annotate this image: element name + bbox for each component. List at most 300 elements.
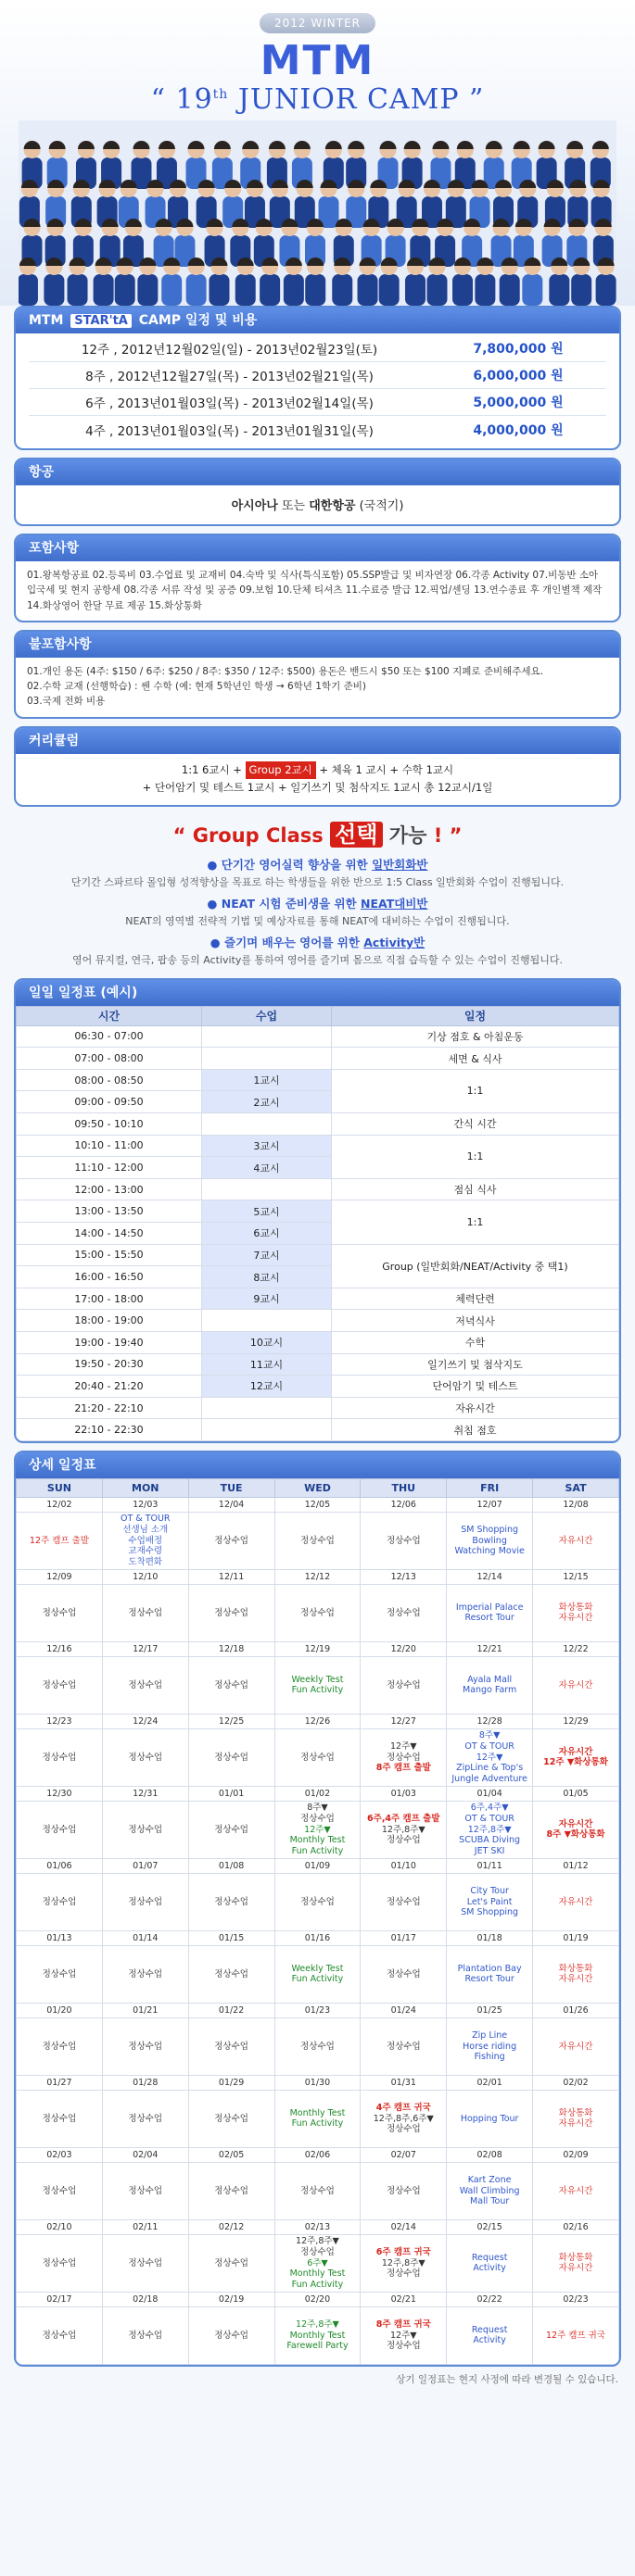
event-cell	[17, 1656, 103, 1714]
event-cell	[361, 1945, 447, 2003]
date-cell: 02/10	[17, 2219, 103, 2234]
class-cell: 5교시	[202, 1200, 332, 1223]
event-line: Mall Tour	[470, 2196, 510, 2207]
date-cell: 02/05	[188, 2147, 274, 2162]
event-line: 8주 캠프 귀국	[375, 2318, 431, 2330]
weekday-header: WED	[274, 1478, 361, 1497]
event-line: City Tour	[470, 1885, 509, 1896]
event-cell	[533, 1584, 619, 1641]
date-cell: 01/16	[274, 1930, 361, 1945]
person-body	[137, 274, 158, 306]
class-cell	[202, 1048, 332, 1070]
event-cell	[274, 1801, 361, 1858]
event-line: Zip Line	[472, 2029, 508, 2041]
event-line: Ayala Mall	[467, 1674, 513, 1685]
event-line: Horse riding	[463, 2041, 517, 2052]
date-row	[17, 2219, 619, 2234]
airline-note: (국적기)	[355, 499, 404, 513]
event-line: 정상수업	[128, 2257, 163, 2268]
footnote: 상기 일정표는 현지 사정에 따라 변경될 수 있습니다.	[396, 2373, 618, 2385]
group-class-heading	[0, 856, 635, 873]
event-cell	[533, 1512, 619, 1569]
event-line: Let's Paint	[466, 1896, 513, 1907]
time-cell: 17:00 - 18:00	[17, 1288, 202, 1310]
camp-fee: 6,000,000 원	[473, 369, 564, 383]
person-body	[305, 274, 325, 306]
airline-box	[14, 458, 621, 526]
price-row	[29, 416, 606, 443]
event-line: 정상수업	[214, 2113, 248, 2124]
event-cell	[102, 1873, 188, 1930]
event-line: 정상수업	[214, 1968, 248, 1979]
event-cell	[447, 1801, 533, 1858]
event-line: SM Shopping	[461, 1907, 519, 1918]
person-body	[549, 274, 569, 306]
event-line: 정상수업	[128, 1824, 163, 1835]
person-body	[260, 274, 280, 306]
time-cell: 20:40 - 21:20	[17, 1376, 202, 1398]
daily-row	[17, 1178, 619, 1200]
event-line: Bowling	[472, 1535, 507, 1546]
activity-cell: 점심 식사	[332, 1178, 619, 1200]
date-cell: 02/06	[274, 2147, 361, 2162]
event-cell	[274, 2234, 361, 2292]
calendar-title: 상세 일정표	[16, 1452, 619, 1478]
time-cell: 09:50 - 10:10	[17, 1113, 202, 1136]
season-badge: 2012 WINTER	[260, 13, 375, 33]
event-line: 정상수업	[42, 1968, 77, 1979]
daily-schedule-title: 일일 일정표 (예시)	[16, 980, 619, 1006]
camp-title	[0, 83, 635, 116]
camp-fee: 7,800,000 원	[473, 342, 564, 357]
activity-cell: 체력단련	[332, 1288, 619, 1310]
date-cell: 01/11	[447, 1858, 533, 1873]
date-row	[17, 1641, 619, 1656]
event-line: 6주,4주 캠프 출발	[367, 1813, 440, 1824]
event-line: 정상수업	[214, 1535, 248, 1546]
event-line: 정상수업	[128, 2041, 163, 2052]
event-line: 정상수업	[214, 1679, 248, 1690]
event-line: 정상수업	[214, 1824, 248, 1835]
daily-schedule-box	[14, 978, 621, 1443]
date-cell: 12/28	[447, 1714, 533, 1728]
activity-cell: 자유시간	[332, 1397, 619, 1419]
event-line: 정상수업	[386, 2185, 421, 2196]
event-line: 자유시간	[558, 1679, 593, 1690]
event-line: Jungle Adventure	[451, 1774, 527, 1785]
starta-badge: STAR'tA	[70, 314, 132, 328]
date-cell: 02/20	[274, 2292, 361, 2306]
date-cell: 02/13	[274, 2219, 361, 2234]
event-cell	[188, 1512, 274, 1569]
excluded-text	[16, 658, 619, 717]
group-class-title	[0, 816, 635, 848]
event-line: 화상통화	[558, 1963, 593, 1974]
person-body	[161, 274, 182, 306]
event-cell	[447, 2162, 533, 2219]
date-cell: 12/06	[361, 1497, 447, 1512]
event-line: 정상수업	[386, 1968, 421, 1979]
date-cell: 02/01	[447, 2075, 533, 2090]
date-row	[17, 2075, 619, 2090]
date-cell: 01/26	[533, 2003, 619, 2017]
daily-header: 일정	[332, 1006, 619, 1025]
date-cell: 01/09	[274, 1858, 361, 1873]
event-row	[17, 2162, 619, 2219]
date-cell: 12/05	[274, 1497, 361, 1512]
event-cell	[274, 1873, 361, 1930]
date-cell: 12/31	[102, 1786, 188, 1801]
group-class-heading	[0, 895, 635, 911]
event-line: 12주,8주▼	[381, 1824, 425, 1835]
event-row	[17, 2090, 619, 2147]
daily-row	[17, 1310, 619, 1332]
class-cell	[202, 1397, 332, 1419]
date-cell: 02/11	[102, 2219, 188, 2234]
camp-term: 8주 , 2012년12월27일(목) - 2013년02월21일(목)	[85, 370, 374, 384]
event-cell	[533, 2017, 619, 2075]
date-cell: 12/24	[102, 1714, 188, 1728]
excluded-line-1: 01.개인 용돈 (4주: $150 / 6주: $250 / 8주: $350 / 12주: $500) 용돈은 밴드시 $50 또는 $100 지폐로 준비해주세요.	[27, 665, 544, 677]
event-line: Monthly Test	[289, 2330, 346, 2341]
event-cell	[447, 1728, 533, 1786]
event-line: 12주,8주▼	[381, 2257, 425, 2268]
date-cell: 02/19	[188, 2292, 274, 2306]
event-line: 정상수업	[128, 2185, 163, 2196]
person-body	[284, 274, 304, 306]
event-cell	[188, 1945, 274, 2003]
time-cell: 22:10 - 22:30	[17, 1419, 202, 1441]
date-cell: 02/08	[447, 2147, 533, 2162]
group-class-heading-text: ● 즐기며 배우는 영어를 위한	[210, 935, 364, 949]
included-title: 포함사항	[16, 535, 619, 561]
event-cell	[17, 1873, 103, 1930]
daily-header: 시간	[17, 1006, 202, 1025]
airline-2: 대한항공	[309, 499, 356, 513]
date-cell: 02/18	[102, 2292, 188, 2306]
date-row	[17, 1786, 619, 1801]
event-line: 12주▼	[476, 1752, 503, 1763]
date-cell: 01/17	[361, 1930, 447, 1945]
camp-term: 4주 , 2013년01월03일(목) - 2013년01월31일(목)	[85, 423, 374, 439]
event-line: 선생님 소개	[122, 1524, 169, 1535]
event-line: 정상수업	[128, 1968, 163, 1979]
event-line: 화상통화	[558, 2252, 593, 2263]
person-body	[596, 274, 616, 306]
time-cell: 13:00 - 13:50	[17, 1200, 202, 1223]
schedule-fees-box	[14, 306, 621, 450]
event-cell	[17, 2306, 103, 2364]
event-cell	[361, 1801, 447, 1858]
date-cell: 02/16	[533, 2219, 619, 2234]
date-cell: 12/10	[102, 1569, 188, 1584]
activity-cell: 간식 시간	[332, 1113, 619, 1136]
event-line: 정상수업	[386, 1896, 421, 1907]
date-cell: 02/03	[17, 2147, 103, 2162]
event-line: 정상수업	[386, 1535, 421, 1546]
excluded-box	[14, 630, 621, 719]
event-line: 12주▼	[304, 1824, 331, 1835]
event-line: 6주,4주▼	[470, 1802, 509, 1813]
curriculum-part-a: 1:1 6교시 +	[181, 762, 246, 776]
daily-row	[17, 1244, 619, 1266]
event-cell	[17, 1728, 103, 1786]
date-cell: 01/28	[102, 2075, 188, 2090]
event-cell	[17, 1801, 103, 1858]
date-cell: 02/22	[447, 2292, 533, 2306]
event-cell	[102, 1656, 188, 1714]
event-row	[17, 1801, 619, 1858]
group-class-badge: Group 2교시	[246, 761, 316, 780]
event-cell	[533, 2234, 619, 2292]
date-cell: 01/23	[274, 2003, 361, 2017]
person-body	[426, 274, 447, 306]
event-cell	[361, 2234, 447, 2292]
event-line: 12주▼	[390, 2330, 417, 2341]
date-cell: 01/15	[188, 1930, 274, 1945]
event-line: OT & TOUR	[120, 1513, 171, 1524]
event-line: 수업배정	[128, 1535, 163, 1546]
event-cell	[533, 1728, 619, 1786]
event-cell	[188, 1728, 274, 1786]
class-cell: 2교시	[202, 1091, 332, 1113]
event-cell	[17, 2162, 103, 2219]
daily-row	[17, 1069, 619, 1091]
date-cell: 02/14	[361, 2219, 447, 2234]
curriculum-part-b: + 체육 1 교시 + 수학 1교시	[315, 762, 454, 776]
date-row	[17, 2147, 619, 2162]
time-cell: 19:00 - 19:40	[17, 1332, 202, 1354]
daily-schedule-table	[16, 1006, 619, 1441]
excluded-title: 불포함사항	[16, 632, 619, 658]
event-cell	[274, 2162, 361, 2219]
daily-row	[17, 1113, 619, 1136]
person-body	[405, 274, 425, 306]
event-cell	[102, 2306, 188, 2364]
calendar-box	[14, 1451, 621, 2367]
header	[0, 0, 635, 306]
activity-cell: 세면 & 식사	[332, 1048, 619, 1070]
date-cell: 12/25	[188, 1714, 274, 1728]
event-line: 12주 캠프 출발	[29, 1535, 89, 1546]
event-line: 화상통화	[558, 2107, 593, 2118]
weekday-header: THU	[361, 1478, 447, 1497]
daily-row	[17, 1397, 619, 1419]
event-line: 정상수업	[214, 1752, 248, 1763]
group-class-name: Activity반	[363, 935, 425, 949]
event-line: Fun Activity	[291, 2118, 344, 2130]
event-line: 정상수업	[300, 1607, 335, 1618]
event-row	[17, 1656, 619, 1714]
event-line: Resort Tour	[464, 1613, 514, 1624]
event-line: 정상수업	[214, 1607, 248, 1618]
event-line: 자유시간	[558, 2185, 593, 2196]
event-cell	[274, 1728, 361, 1786]
event-cell	[102, 1728, 188, 1786]
group-class-item	[0, 856, 635, 889]
event-cell	[533, 1656, 619, 1714]
included-box	[14, 534, 621, 622]
event-line: 자유시간	[558, 1535, 593, 1546]
class-cell: 1교시	[202, 1069, 332, 1091]
price-list	[16, 333, 619, 448]
event-cell	[102, 1801, 188, 1858]
event-line: 12주▼	[390, 1740, 417, 1752]
event-cell	[447, 1656, 533, 1714]
date-cell: 12/23	[17, 1714, 103, 1728]
daily-row	[17, 1288, 619, 1310]
event-line: Mango Farm	[462, 1685, 517, 1696]
date-cell: 01/14	[102, 1930, 188, 1945]
event-cell	[533, 1801, 619, 1858]
event-line: 정상수업	[42, 1752, 77, 1763]
event-line: 정상수업	[386, 2041, 421, 2052]
event-line: 정상수업	[128, 1896, 163, 1907]
group-class-heading-text: ● 단기간 영어실력 향상을 위한	[207, 857, 373, 872]
weekday-header: TUE	[188, 1478, 274, 1497]
event-line: 정상수업	[128, 1679, 163, 1690]
airline-or: 또는	[277, 499, 310, 513]
date-cell: 12/20	[361, 1641, 447, 1656]
event-line: 자유시간	[558, 2118, 593, 2130]
date-cell: 02/02	[533, 2075, 619, 2090]
daily-row	[17, 1332, 619, 1354]
time-cell: 18:00 - 19:00	[17, 1310, 202, 1332]
event-line: 자유시간	[558, 1818, 593, 1829]
event-cell	[17, 1512, 103, 1569]
event-line: 12주,8주▼	[296, 2235, 339, 2246]
event-cell	[533, 2090, 619, 2147]
activity-cell: 1:1	[332, 1200, 619, 1244]
group-class-desc: NEAT의 영역별 전략적 기법 및 예상자료를 통해 NEAT에 대비하는 수업이 진행됩니다.	[125, 914, 510, 927]
event-line: Imperial Palace	[455, 1602, 524, 1613]
included-text: 01.왕복항공료 02.등록비 03.수업료 및 교재비 04.숙박 및 식사(특식포함) 05.SSP발급 및 비자연장 06.각종 Activity 07.비동반 소아 입국세 및 현지 공항세 08.각종 서류 작성 및 공증 09.보험 10.단체 티셔츠 11.수료증 발급 12.픽업/센딩 13.연수종료 후 개인별책 제작 14.화상영어 한달 무료 제공 15.화상통화	[27, 570, 603, 611]
event-cell	[361, 1873, 447, 1930]
event-line: 자유시간	[558, 1974, 593, 1985]
group-class-heading	[0, 934, 635, 950]
event-cell	[533, 2162, 619, 2219]
class-cell: 6교시	[202, 1223, 332, 1245]
event-line: 정상수업	[42, 1824, 77, 1835]
person-body	[522, 274, 542, 306]
time-cell: 15:00 - 15:50	[17, 1244, 202, 1266]
date-cell: 02/09	[533, 2147, 619, 2162]
date-cell: 12/27	[361, 1714, 447, 1728]
event-cell	[533, 2306, 619, 2364]
class-cell: 8교시	[202, 1266, 332, 1288]
curriculum-line-2: + 단어암기 및 테스트 1교시 + 일기쓰기 및 첨삭지도 1교시 총 12교시/1일	[142, 781, 493, 795]
event-line: 정상수업	[214, 2185, 248, 2196]
person-body	[186, 274, 207, 306]
event-cell	[102, 2234, 188, 2292]
event-cell	[361, 2017, 447, 2075]
event-cell	[274, 2017, 361, 2075]
group-class-title-2: 가능	[382, 823, 427, 847]
group-class-heading-text: ● NEAT 시험 준비생을 위한	[207, 896, 362, 911]
event-line: 정상수업	[42, 2113, 77, 2124]
date-cell: 01/31	[361, 2075, 447, 2090]
event-line: 8주▼	[307, 1802, 328, 1813]
class-cell: 4교시	[202, 1157, 332, 1179]
person-body	[452, 274, 473, 306]
event-line: 정상수업	[300, 2185, 335, 2196]
event-cell	[533, 1945, 619, 2003]
date-cell: 01/25	[447, 2003, 533, 2017]
date-cell: 01/30	[274, 2075, 361, 2090]
activity-cell: 수학	[332, 1332, 619, 1354]
select-badge: 선택	[330, 822, 382, 848]
event-line: OT & TOUR	[464, 1740, 514, 1752]
event-line: SM Shopping	[461, 1524, 519, 1535]
person-body	[44, 274, 64, 306]
date-cell: 12/11	[188, 1569, 274, 1584]
group-photo	[19, 120, 616, 306]
event-line: 8주 ▼화상통화	[546, 1829, 605, 1841]
event-line: 4주 캠프 귀국	[375, 2102, 431, 2113]
daily-row	[17, 1200, 619, 1223]
event-cell	[17, 1945, 103, 2003]
event-cell	[188, 2234, 274, 2292]
event-cell	[274, 1945, 361, 2003]
date-cell: 12/04	[188, 1497, 274, 1512]
date-cell: 01/08	[188, 1858, 274, 1873]
class-cell: 11교시	[202, 1353, 332, 1376]
group-class-item	[0, 934, 635, 967]
time-cell: 19:50 - 20:30	[17, 1353, 202, 1376]
camp-title-sup: th	[212, 87, 229, 102]
class-cell: 9교시	[202, 1288, 332, 1310]
event-line: SCUBA Diving	[459, 1835, 521, 1846]
date-cell: 12/08	[533, 1497, 619, 1512]
date-cell: 12/17	[102, 1641, 188, 1656]
event-cell	[361, 1584, 447, 1641]
person-body	[209, 274, 229, 306]
event-cell	[447, 1512, 533, 1569]
time-cell: 12:00 - 13:00	[17, 1178, 202, 1200]
event-line: 정상수업	[42, 2257, 77, 2268]
event-line: 정상수업	[300, 2041, 335, 2052]
event-cell	[188, 2306, 274, 2364]
time-cell: 07:00 - 08:00	[17, 1048, 202, 1070]
event-line: 정상수업	[42, 2330, 77, 2341]
schedule-fees-title-pre: MTM	[29, 313, 64, 328]
event-line: 자유시간	[558, 1896, 593, 1907]
activity-cell: 1:1	[332, 1135, 619, 1178]
person-body	[19, 274, 38, 306]
class-cell	[202, 1310, 332, 1332]
time-cell: 14:00 - 14:50	[17, 1223, 202, 1245]
date-cell: 01/29	[188, 2075, 274, 2090]
event-line: JET SKI	[474, 1846, 505, 1857]
date-cell: 02/21	[361, 2292, 447, 2306]
event-cell	[188, 1801, 274, 1858]
date-cell: 02/23	[533, 2292, 619, 2306]
date-cell: 12/13	[361, 1569, 447, 1584]
date-row	[17, 1930, 619, 1945]
event-line: 정상수업	[42, 1679, 77, 1690]
event-line: 8주▼	[478, 1729, 501, 1740]
group-photo-illustration	[19, 120, 616, 306]
event-line: Request	[471, 2324, 508, 2335]
event-line: Plantation Bay	[457, 1963, 522, 1974]
event-line: 정상수업	[214, 2330, 248, 2341]
date-cell: 02/17	[17, 2292, 103, 2306]
person-body	[500, 274, 520, 306]
calendar-table	[16, 1478, 619, 2365]
date-cell: 01/27	[17, 2075, 103, 2090]
event-line: 화상통화	[558, 1602, 593, 1613]
event-cell	[447, 1873, 533, 1930]
